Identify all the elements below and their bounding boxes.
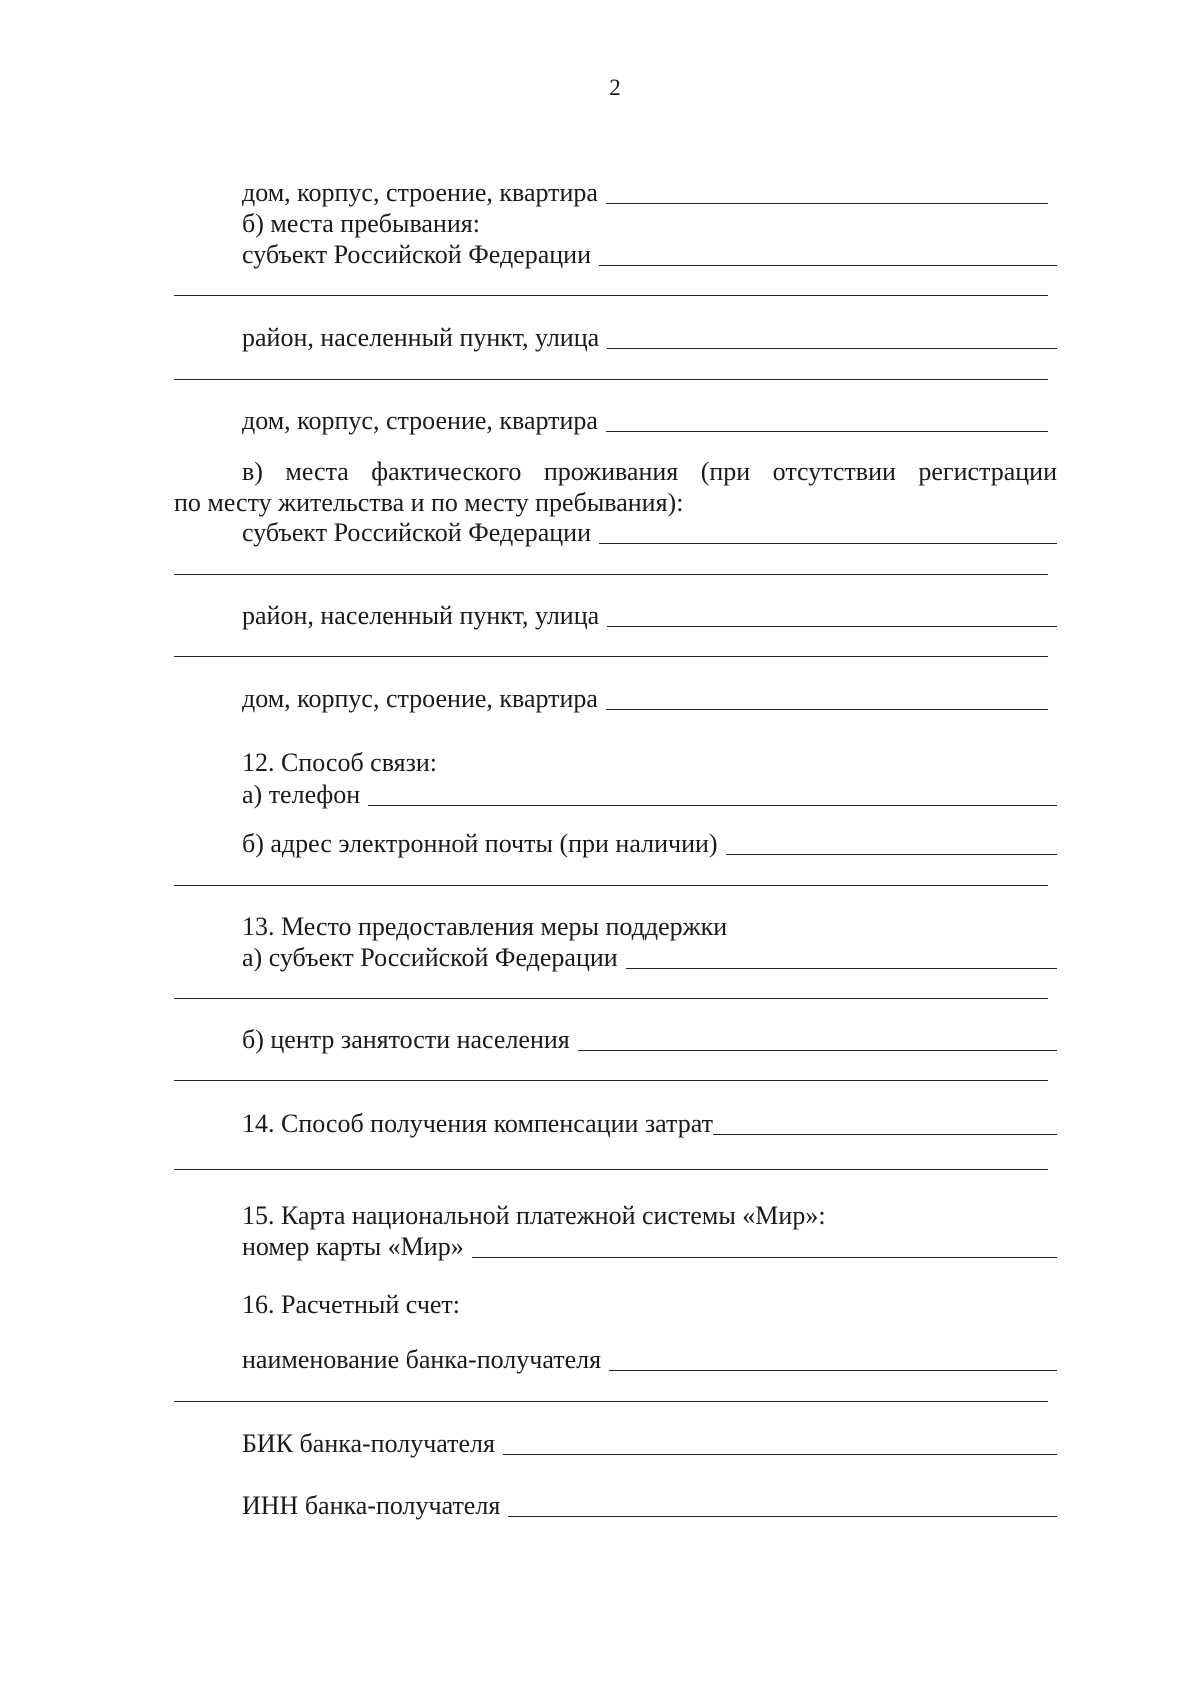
field-label: наименование банка-получателя <box>242 1345 602 1374</box>
stay-subject-input-line[interactable] <box>599 265 1057 266</box>
bank-inn-field <box>242 1493 1057 1519</box>
field-label: 14. Способ получения компенсации затрат <box>242 1109 713 1138</box>
actual-house-field <box>242 686 1048 712</box>
actual-subject-continuation-line[interactable] <box>174 574 1048 575</box>
stay-subject-continuation-line[interactable] <box>174 295 1048 296</box>
support-subject-field <box>242 945 1057 971</box>
field-label: а) субъект Российской Федерации <box>242 943 618 972</box>
support-subject-continuation-line[interactable] <box>174 998 1048 999</box>
email-input-line[interactable] <box>726 854 1057 855</box>
section-16-title: 16. Расчетный счет: <box>242 1290 461 1319</box>
phone-input-line[interactable] <box>368 805 1057 806</box>
mir-card-number-field <box>242 1234 1057 1260</box>
email-field <box>242 831 1057 857</box>
bank-name-continuation-line[interactable] <box>174 1401 1048 1402</box>
employment-center-field <box>242 1027 1057 1053</box>
bank-name-input-line[interactable] <box>609 1370 1057 1371</box>
employment-center-input-line[interactable] <box>578 1050 1057 1051</box>
compensation-method-input-line[interactable] <box>713 1134 1057 1135</box>
bank-bik-field <box>242 1431 1057 1457</box>
field-label: дом, корпус, строение, квартира <box>242 406 598 435</box>
stay-district-input-line[interactable] <box>607 348 1057 349</box>
actual-subject-field <box>242 520 1057 546</box>
support-subject-input-line[interactable] <box>626 968 1057 969</box>
actual-district-continuation-line[interactable] <box>174 656 1048 657</box>
field-label: ИНН банка-получателя <box>242 1491 501 1520</box>
field-label: а) телефон <box>242 780 361 809</box>
phone-field <box>242 782 1057 808</box>
reg-house-input-line[interactable] <box>606 203 1048 204</box>
section-15-title: 15. Карта национальной платежной системы «Мир»: <box>242 1201 826 1230</box>
stay-district-field <box>242 325 1057 351</box>
actual-section-header-line2: по месту жительства и по месту пребывания): <box>174 488 684 517</box>
field-label: субъект Российской Федерации <box>242 240 591 269</box>
employment-center-continuation-line[interactable] <box>174 1080 1048 1081</box>
field-label: район, населенный пункт, улица <box>242 323 600 352</box>
actual-district-field <box>242 603 1057 629</box>
field-label: дом, корпус, строение, квартира <box>242 684 598 713</box>
page-number: 2 <box>609 75 621 100</box>
field-label: номер карты «Мир» <box>242 1232 464 1261</box>
compensation-method-continuation-line[interactable] <box>174 1169 1048 1170</box>
stay-house-input-line[interactable] <box>606 431 1048 432</box>
bank-name-field <box>242 1347 1057 1373</box>
section-13-title: 13. Место предоставления меры поддержки <box>242 912 728 941</box>
field-label: район, населенный пункт, улица <box>242 601 600 630</box>
compensation-method-field <box>242 1111 1057 1137</box>
reg-house-field <box>242 180 1048 206</box>
mir-card-number-input-line[interactable] <box>472 1257 1057 1258</box>
section-12-title: 12. Способ связи: <box>242 748 438 777</box>
field-label: субъект Российской Федерации <box>242 518 591 547</box>
field-label: б) адрес электронной почты (при наличии) <box>242 829 718 858</box>
bank-inn-input-line[interactable] <box>508 1516 1057 1517</box>
bank-bik-input-line[interactable] <box>503 1454 1057 1455</box>
actual-house-input-line[interactable] <box>606 709 1048 710</box>
stay-subject-field <box>242 242 1057 268</box>
stay-house-field <box>242 408 1048 434</box>
email-continuation-line[interactable] <box>174 885 1048 886</box>
field-label: дом, корпус, строение, квартира <box>242 178 598 207</box>
field-label: БИК банка-получателя <box>242 1429 495 1458</box>
field-label: б) центр занятости населения <box>242 1025 570 1054</box>
stay-district-continuation-line[interactable] <box>174 379 1048 380</box>
actual-section-header-line1: в) места фактического проживания (при отсутствии регистрации <box>242 457 1057 486</box>
actual-subject-input-line[interactable] <box>599 543 1057 544</box>
actual-district-input-line[interactable] <box>607 626 1057 627</box>
stay-section-header: б) места пребывания: <box>242 209 480 238</box>
